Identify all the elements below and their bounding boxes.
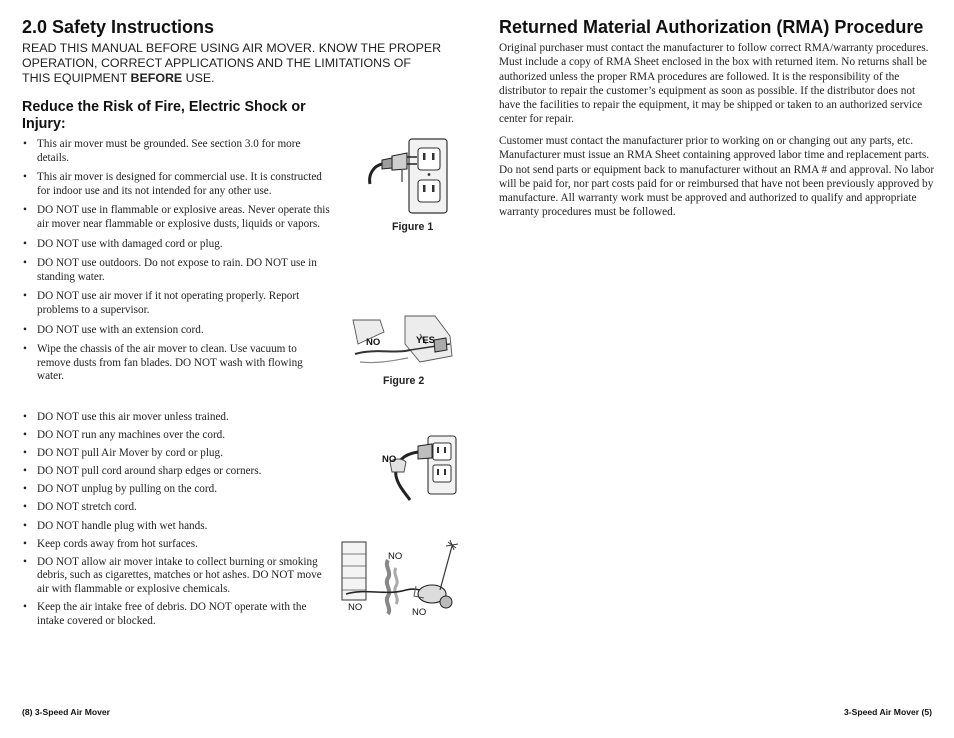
figure-4-no-top-label: NO (388, 551, 403, 562)
risk-subheading: Reduce the Risk of Fire, Electric Shock or Injury: (22, 99, 306, 132)
bullet-list-2 (22, 411, 332, 628)
bullet-list-1 (22, 138, 332, 384)
list-item: • DO NOT handle plug with wet hands. (22, 520, 332, 534)
figure-4-no-left-label: NO (348, 602, 363, 613)
list-item: • DO NOT use this air mover unless trained. (22, 411, 332, 425)
section-title-safety: 2.0 Safety Instructions (22, 17, 215, 37)
list-item: • DO NOT pull Air Mover by cord or plug. (22, 447, 332, 461)
figure-1-caption: Figure 1 (392, 221, 434, 233)
list-item: • This air mover must be grounded. See section 3.0 for more details. (22, 138, 332, 165)
list-item: • DO NOT unplug by pulling on the cord. (22, 483, 332, 497)
list-item: • DO NOT use in flammable or explosive areas. Never operate this air mover near flammable or explosive dusts, liquids or vapors. (22, 204, 332, 231)
rma-paragraph-1: Original purchaser must contact the manufacturer to follow correct RMA/warranty procedures. Must include a copy of RMA Sheet enclosed in the box with returned item. No returns shall be authorized unless the proper RMA procedures are followed. It is the responsibility of the distributor to repair the customer’s equipment as soon as possible. If the distributor does not have the facilities to repair the equipment, it may be shipped or taken to an authorized service center for repair. (499, 42, 929, 126)
figure-2-no-label: NO (366, 337, 381, 348)
list-item: • DO NOT use air mover if it not operating properly. Report problems to a supervisor. (22, 290, 332, 317)
intro-text: READ THIS MANUAL BEFORE USING AIR MOVER. KNOW THE PROPER OPERATION, CORRECT APPLICATIONS AND THE LIMITATIONS OF THIS EQUIPMENT (22, 41, 442, 85)
figure-3-illustration (382, 432, 462, 502)
figure-3-no-label: NO (382, 454, 397, 465)
figure-2-yes-label: YES (416, 335, 436, 346)
figure-2-caption: Figure 2 (383, 375, 425, 387)
footer-right-page: 3-Speed Air Mover (5) (843, 707, 932, 717)
list-item: • DO NOT use with an extension cord. (22, 324, 332, 338)
list-item: • DO NOT pull cord around sharp edges or corners. (22, 465, 332, 479)
list-item: • Wipe the chassis of the air mover to clean. Use vacuum to remove dusts from fan blades. DO NOT wash with flowing water. (22, 343, 332, 384)
list-item: • DO NOT allow air mover intake to collect burning or smoking debris, such as cigarettes, matches or hot ashes. DO NOT move air with flammable or explosive chemicals. (22, 556, 332, 597)
section-title-rma: Returned Material Authorization (RMA) Procedure (499, 17, 924, 37)
safety-intro (22, 41, 442, 86)
list-item: • Keep cords away from hot surfaces. (22, 538, 332, 552)
figure-4-no-bottom-label: NO (412, 607, 427, 618)
intro-emphasis: BEFORE (130, 71, 183, 85)
list-item: • DO NOT use outdoors. Do not expose to rain. DO NOT use in standing water. (22, 257, 332, 284)
figure-1-illustration (362, 136, 462, 216)
list-item: • This air mover is designed for commercial use. It is constructed for indoor use and its not intended for any other use. (22, 171, 332, 198)
rma-paragraph-2: Customer must contact the manufacturer prior to working on or changing out any parts, etc. Manufacturer must issue an RMA Sheet containing approved labor time and replacement parts. Do not send parts or equipment back to manufacturer without an RMA # and approval. No labor will be paid for, nor part costs paid for or reimbursed that have not been previously approved by manufacture. All warranty work must be approved and authorized to qualify and appropriate warranty procedures must be followed. (499, 135, 935, 219)
footer-left-page: (8) 3-Speed Air Mover (22, 707, 111, 717)
list-item: • DO NOT run any machines over the cord. (22, 429, 332, 443)
intro-text-end: USE. (182, 71, 215, 85)
list-item: • DO NOT stretch cord. (22, 501, 332, 515)
list-item: • DO NOT use with damaged cord or plug. (22, 238, 332, 252)
list-item: • Keep the air intake free of debris. DO NOT operate with the intake covered or blocked. (22, 601, 332, 628)
